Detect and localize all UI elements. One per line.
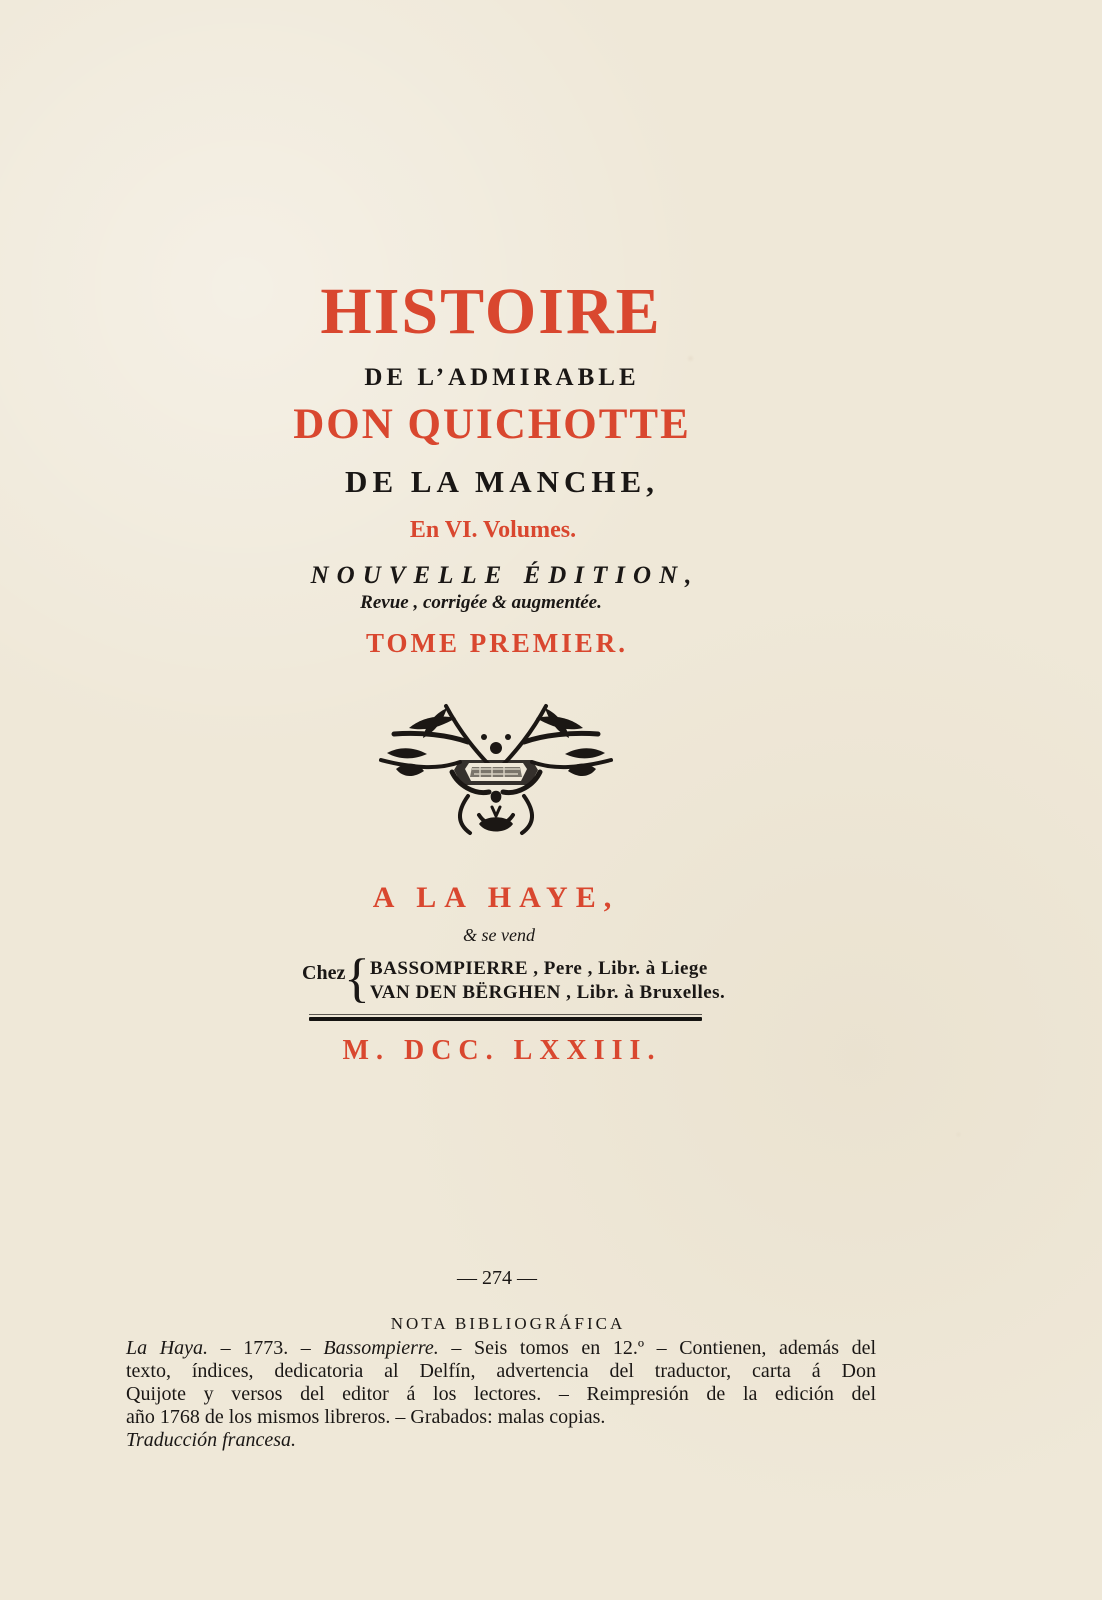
- bibliographic-note: [126, 1337, 876, 1452]
- publication-year: M. DCC. LXXIII.: [342, 1035, 662, 1066]
- note-line-2: texto, índices, dedicatoria al Delfín, advertencia del traductor, carta á Don: [126, 1360, 876, 1382]
- note-line-5: Traducción francesa.: [126, 1429, 296, 1451]
- note-place: La Haya.: [126, 1337, 209, 1359]
- place-line: A LA HAYE,: [372, 881, 620, 914]
- title-line-don-quichotte: DON QUICHOTTE: [293, 401, 691, 448]
- title-rule-top: [309, 1014, 702, 1015]
- title-line-manche: DE LA MANCHE,: [345, 464, 659, 499]
- edition-line: NOUVELLE ÉDITION,: [310, 562, 700, 589]
- publisher-brace: {: [344, 948, 370, 1008]
- title-main: HISTOIRE: [320, 275, 662, 348]
- page-number: — 274 —: [457, 1267, 537, 1289]
- paper-stain: [688, 356, 693, 361]
- publisher-line-1: BASSOMPIERRE , Pere , Libr. à Liege: [370, 958, 708, 979]
- note-date: – 1773. –: [208, 1337, 324, 1359]
- bibliographic-note-title: NOTA BIBLIOGRÁFICA: [390, 1314, 626, 1333]
- revised-line: Revue , corrigée & augmentée.: [360, 592, 602, 613]
- note-line-3: Quijote y versos del editor á los lectores. – Reimpresión de la edición del: [126, 1383, 876, 1405]
- note-line-1-rest: – Seis tomos en 12.º – Contienen, además del: [438, 1337, 877, 1359]
- title-line-admirable: DE L’ADMIRABLE: [364, 364, 640, 391]
- chez-label: Chez: [302, 962, 346, 984]
- publisher-line-2: VAN DEN BËRGHEN , Libr. à Bruxelles.: [370, 982, 726, 1003]
- note-line-4: año 1768 de los mismos libreros. – Grabados: malas copias.: [126, 1406, 606, 1428]
- note-line-1: [126, 1337, 876, 1360]
- decorative-ornament-icon: [376, 690, 616, 840]
- title-rule: [309, 1017, 702, 1021]
- volume-title: TOME PREMIER.: [365, 628, 629, 658]
- paper-stain: [957, 1133, 960, 1136]
- sale-line: & se vend: [463, 925, 535, 945]
- volumes-line: En VI. Volumes.: [409, 517, 577, 543]
- note-publisher: Bassompierre.: [323, 1337, 439, 1359]
